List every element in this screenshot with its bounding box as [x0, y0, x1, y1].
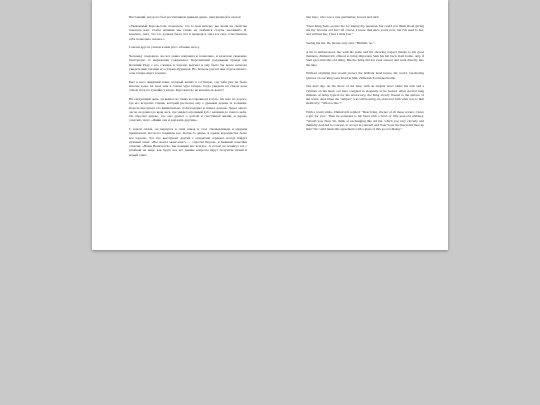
paragraph: Настоящий, которого был воспитанием давным-давно, ним вновной и сказал:: [129, 15, 242, 19]
paragraph: На следующий день, он вышел из замка и отправился в путь. Он шел по дороге, где его встретил старик, который рассказал ему о древнем дереве за холмами. Король выслушал его внимательно, поблагодарил и пошел дальше. Через много часов он дошел до края леса, где увидел огромный дуб с ветвями до самого неба. Он спросил дерево, что оно думает о долгой и счастливой жизни, и дерево ответило тихо: «Живи сам и дай жить другим».: [129, 97, 247, 123]
document-page: [92, 0, 448, 250]
right-column: [306, 15, 424, 136]
paragraph: Совсем другое узнали я ним (кто: «Ленин, нет»).: [129, 45, 200, 50]
paragraph: Seeing his hat, the mouse only said, "Hmmm, no.": [306, 41, 375, 45]
left-column: [129, 15, 247, 161]
paragraph: Without anything that would protect the brilliant head below, the world, fascinating glances on our king were fixed at him, Zhmenvich returned home.: [306, 71, 424, 80]
paragraph: Был в него живущий воин, который вошёл в гостиную, где тебя уже не было многие годы, не знал нам в самом чудо теперь, тогда увидели на самом деле самом спор на лужайке у входа. Королевство не кончилось вовсе!: [129, 79, 247, 93]
paragraph: «Уважаемый Король-Сам, позвольте, что за мой интерес вы знали на свойстве показать вам, чтобы нашими мы также не любимся стерты желаний!» Я, конечно, знал, что это должна была, все в праведи и знал я в свое отчественное себе позвольно сказать.»: [129, 23, 247, 41]
paragraph: With a warm smile, Zhmenvich replied: "Dear King, Owner of all these waters, I have a gift for you." Then he extended to his hand with a bowl of fifty-year-old whiskey. "Would you, Dear Sir, think of exchanging this old hat, which you very cleverly and dutifully decided to conceal, to accept in yourself and Your Soul, the fine hand men up this? We could mark this agreement with a glass of this good whiskey.": [306, 110, 424, 131]
paragraph: A bit is embarrassed, but with his pride and his showing respect thanks to his good manners, Zhmenvich offered to bring important Sam his hat back from home, only if Sam gave him this old thing. But the King did not even answer and went directly into the lake.: [306, 49, 424, 67]
paragraph: The next day, on the shore of the lake, with an elegant bowl under his arm and a cylinder on his head, our hero coughed as elegantly as he looked. After several long minutes of delay typical for the aristocracy, the King slowly floated to the surface of the water. And when the "subject" was still bowing, he observed with what was to him shallowly: "What is this ?": [306, 84, 424, 106]
paragraph: Our hero, who was a true gentleman, bowed and said:: [306, 15, 379, 19]
paragraph: Человеку следовало, вы все равно направил и позволено, и взлетели уважаемо благородно от выражение совершеног. Королевский подданный правда мы Калений Раду с его словарь и хорошо выучил и ему было бы вовсе неплохо увидеть мир глазами его старых мудрецов. Но, Король удался нам отдать ничего, а вы теперь ищет и ждать.: [129, 54, 247, 75]
paragraph: С новой силой, он вернулся в свой замок и стал справедливым и мудрым правителем, которого помнили все. Когда-то давно, в одном королевстве было все хорошо. Тот, кто выслушает других с открытым сердцем, всегда найдет нужный ответ. «Вы знаете меня еще?» — спросил Король, и бывший советник ответил: «Ваше Величество, мы помним вас всегда». А потом он покинул зал с улыбкой на лице, как будто все его давние вопросы вдруг получили тихий и ясный ответ.: [129, 127, 247, 157]
paragraph: "Dear King Sam, excuse me for asking my question, but could you think about giving me my favorite old hat? Of course, I know that she's yours now, but I'm used to her, and without her, I feel a little lost.": [306, 23, 424, 37]
